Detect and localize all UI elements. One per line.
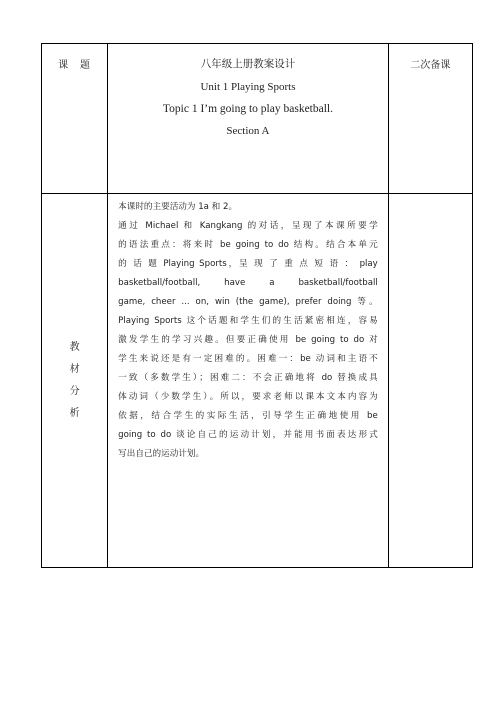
analysis-row [42, 194, 473, 568]
analysis-line: Playing Sports 这个话题和学生们的生活紧密相连，容易 [118, 316, 378, 326]
analysis-line: 写出自己的运动计划。 [118, 449, 205, 459]
analysis-line: going to do 谈论自己的运动计划，并能用书面表达形式 [118, 430, 378, 440]
second-prep-label: 二次备课 [410, 60, 451, 71]
analysis-label-char: 分 [69, 385, 80, 397]
lesson-plan-table [41, 43, 473, 568]
analysis-line: 的 话 题 Playing Sports，呈 现 了 重 点 短 语 ： play [118, 259, 378, 269]
topic-label: 课 题 [58, 60, 92, 71]
analysis-line: 的语法重点：将来时 be going to do 结构。结合本单元 [118, 240, 378, 250]
analysis-line: 依据，结合学生的实际生活，引导学生正确地使用 be [118, 411, 378, 421]
analysis-label-char: 教 [69, 341, 80, 353]
analysis-label-char: 析 [69, 407, 80, 419]
analysis-text-cell [108, 194, 389, 568]
analysis-line: 通过 Michael 和 Kangkang 的对话，呈现了本课所要学 [118, 221, 378, 231]
analysis-line: 本课时的主要活动为 1a 和 2。 [118, 202, 238, 212]
second-prep-cell [388, 44, 472, 194]
title-chinese: 八年级上册教案设计 [200, 58, 296, 70]
topic-row [42, 44, 473, 194]
analysis-line: basketball/football, have a basketball/football [118, 278, 378, 288]
second-prep-empty-cell [388, 194, 472, 568]
title-unit: Unit 1 Playing Sports [200, 81, 296, 93]
analysis-line: 激发学生的学习兴趣。但要正确使用 be going to do 对 [118, 335, 378, 345]
title-section: Section A [226, 125, 270, 137]
analysis-label-char: 材 [69, 363, 80, 375]
analysis-label-cell [42, 194, 108, 568]
analysis-line: 体动词（少数学生）。所以，要求老师以课本文本内容为 [118, 392, 378, 402]
analysis-line: game, cheer ... on, win (the game), prefer doing 等。 [118, 297, 378, 307]
title-cell [108, 44, 389, 194]
topic-label-cell [42, 44, 108, 194]
analysis-line: 学生来说还是有一定困难的。困难一：be 动词和主语不 [118, 354, 378, 364]
title-topic: Topic 1 I’m going to play basketball. [162, 103, 333, 115]
analysis-line: 一致（多数学生）；困难二：不会正确地将 do 替换成具 [118, 373, 378, 383]
